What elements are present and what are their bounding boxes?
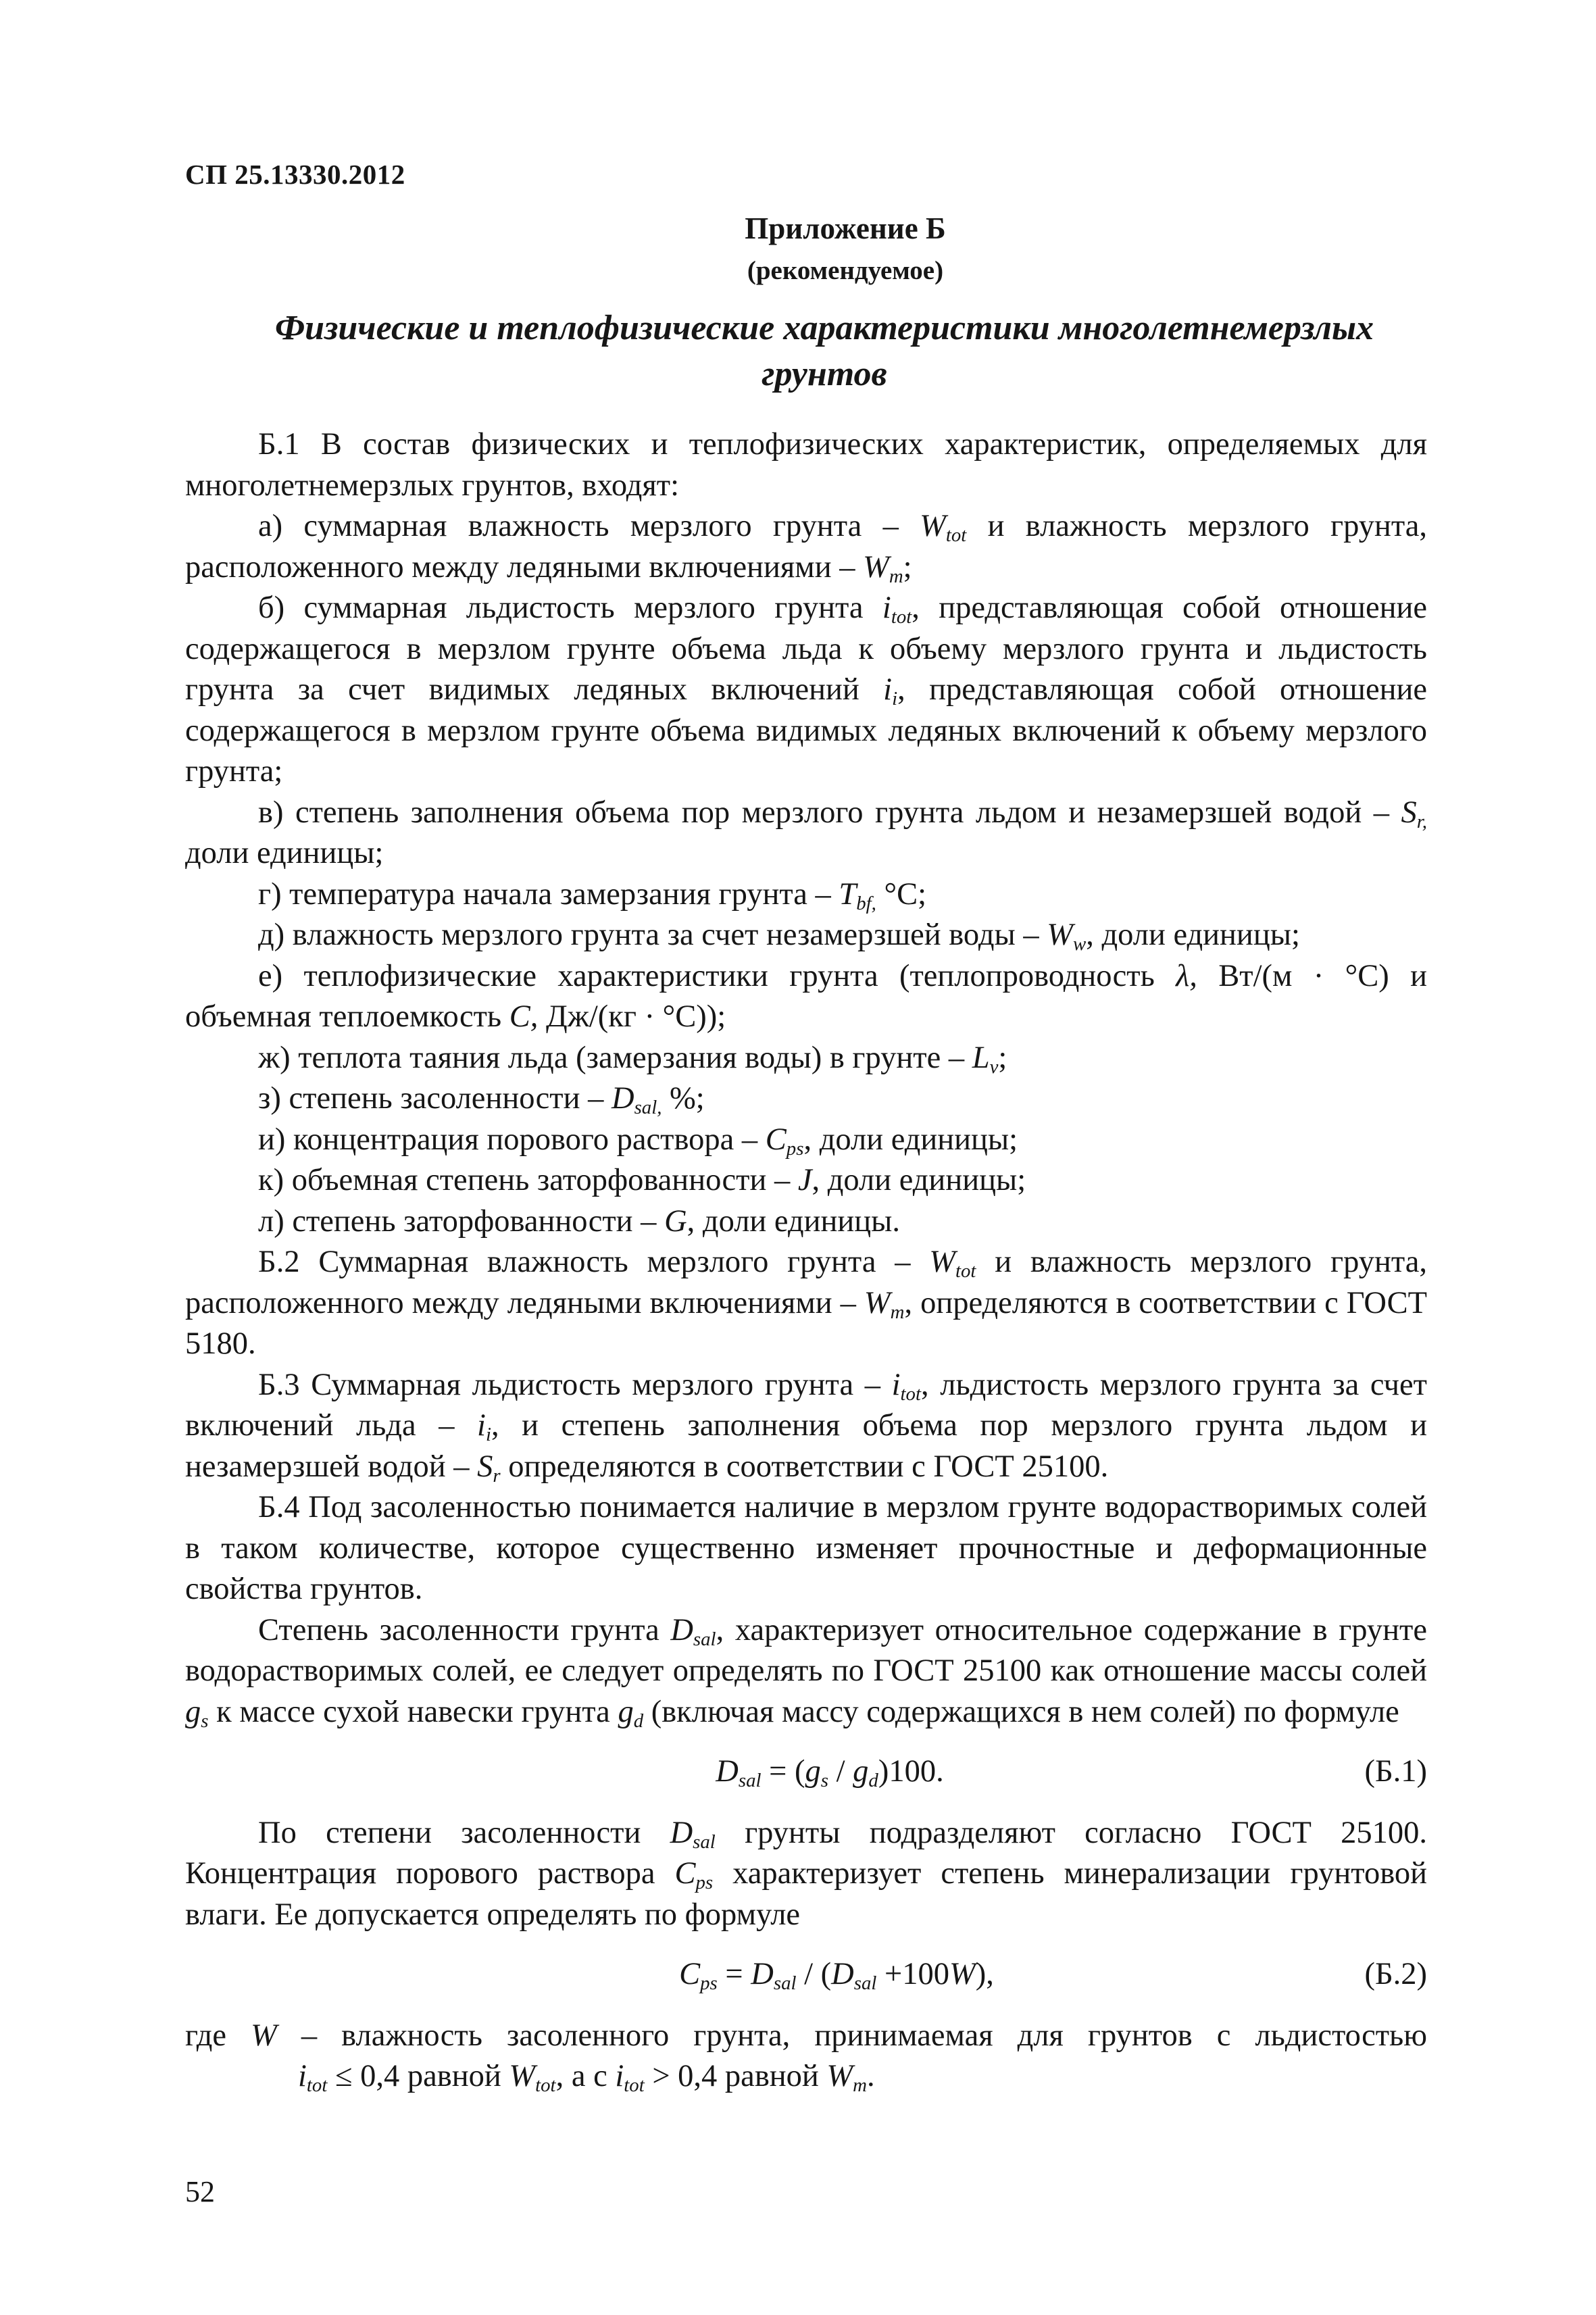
paragraph-salinity-degree: Степень засоленности грунта $D_{sal}$, характеризует относительное содержание в грунте водорастворимых солей, ее следует определять по ГОСТ 25100 как отношение массы солей $g_s$ к массе сухой навески грунта $g_d$ (включая массу содержащихся в нем солей) по формуле [185,1612,1427,1732]
body-text [185,424,1427,2097]
list-item-e: е) теплофизические характеристики грунта (теплопроводность λ, Вт/(м · °С) и объемная теплоемкость C, Дж/(кг · °С)); [185,958,1427,1034]
formula-b2-number: (Б.2) [1364,1957,1427,1991]
list-item-k: к) объемная степень заторфованности – J, доли единицы; [258,1163,1026,1197]
document-code: СП 25.13330.2012 [185,159,405,190]
list-item-b: б) суммарная льдистость мерзлого грунта $i_{tot}$, представляющая собой отношение содержащегося в мерзлом грунте объема льда к объему мерзлого грунта и льдистость грунта за счет видимых ледяных включений $i_i$, представляющая собой отношение содержащегося в мерзлом грунте объема видимых ледяных включений к объему мерзлого грунта; [185,591,1427,789]
appendix-status: (рекомендуемое) [747,256,944,285]
formula-b1-expression: $D_{sal} = (g_s / g_d)100$. [716,1754,944,1792]
list-item-v: в) степень заполнения объема пор мерзлого грунта льдом и незамерзшей водой – $S_{r,}$ доли единицы; [185,795,1427,870]
list-item-d: д) влажность мерзлого грунта за счет незамерзшей воды – $W_w$, доли единицы; [258,918,1300,955]
where-clause: где W – влажность засоленного грунта, принимаемая для грунтов с льдистостью [185,2018,1427,2053]
section-title-line-1: Физические и теплофизические характеристики многолетнемерзлых [274,309,1374,347]
paragraph-salinity-classification: По степени засоленности $D_{sal}$ грунты подразделяют согласно ГОСТ 25100. Концентрация порового раствора $C_{ps}$ характеризует степень минерализации грунтовой влаги. Ее допускается определять по формуле [185,1815,1427,1932]
section-title [223,305,1426,397]
where-clause-continuation: $i_{tot} \le 0,4$ равной $W_{tot}$, а с $i_{tot} > 0,4$ равной $W_m$. [298,2059,875,2097]
page-number: 52 [185,2175,215,2208]
appendix-label: Приложение Б [745,211,946,245]
list-item-zh: ж) теплота таяния льда (замерзания воды) в грунте – $L_v$; [258,1040,1007,1078]
list-item-g: г) температура начала замерзания грунта – $T_{bf,}$ °С; [258,876,927,914]
paragraph-b2: Б.2 Суммарная влажность мерзлого грунта – $W_{tot}$ и влажность мерзлого грунта, расположенного между ледяными включениями – $W_m$, определяются в соответствии с ГОСТ 5180. [185,1245,1428,1361]
formula-b1 [185,1751,1427,1793]
list-item-l: л) степень заторфованности – G, доли единицы. [258,1203,901,1239]
section-title-line-2: грунтов [762,355,887,393]
list-item-a: а) суммарная влажность мерзлого грунта – $W_{tot}$ и влажность мерзлого грунта, расположенного между ледяными включениями – $W_m$; [185,509,1427,587]
list-item-z: з) степень засоленности – $D_{sal,}$ %; [258,1081,705,1119]
paragraph-b1-intro: Б.1 В состав физических и теплофизических характеристик, определяемых для многолетнемерзлых грунтов, входят: [185,427,1427,503]
list-item-i: и) концентрация порового раствора – $C_{ps}$, доли единицы; [258,1122,1018,1160]
formula-b2 [185,1954,1427,1995]
paragraph-b3: Б.3 Суммарная льдистость мерзлого грунта – $i_{tot}$, льдистость мерзлого грунта за счет включений льда – $i_i$, и степень заполнения объема пор мерзлого грунта льдом и незамерзшей водой – $S_r$ определяются в соответствии с ГОСТ 25100. [185,1367,1427,1487]
paragraph-b4: Б.4 Под засоленностью понимается наличие в мерзлом грунте водорастворимых солей в таком количестве, которое существенно изменяет прочностные и деформационные свойства грунтов. [185,1490,1427,1606]
formula-b2-expression: $C_{ps} = D_{sal} / (D_{sal} +100W)$, [679,1957,994,1995]
formula-b1-number: (Б.1) [1364,1754,1427,1789]
